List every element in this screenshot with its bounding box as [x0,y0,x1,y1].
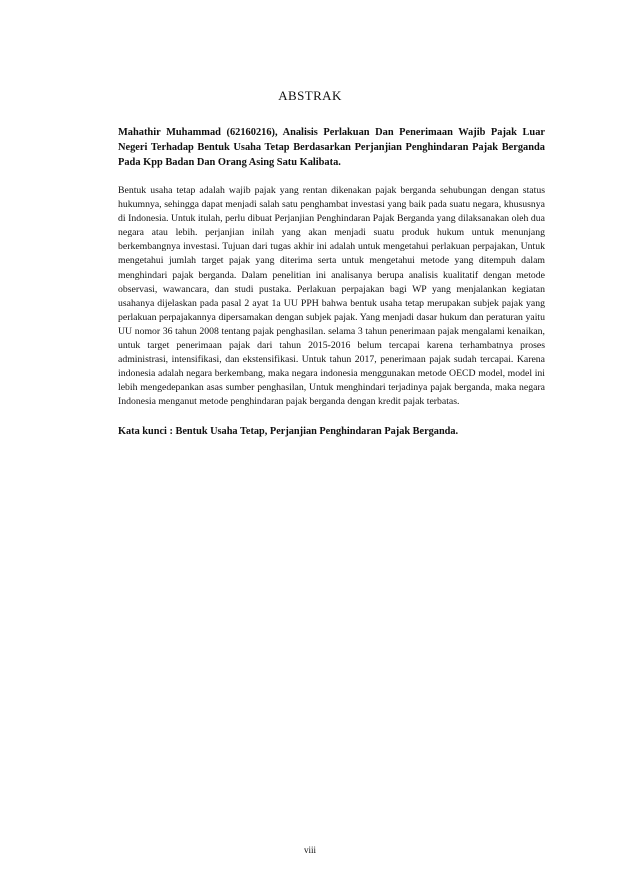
page-title: ABSTRAK [278,88,342,103]
keywords: Kata kunci : Bentuk Usaha Tetap, Perjanjian Penghindaran Pajak Berganda. [118,425,459,437]
abstract-body [118,125,545,439]
abstract-paragraph: Bentuk usaha tetap adalah wajib pajak yang rentan dikenakan pajak berganda sehubungan dengan status hukumnya, sehingga dapat menjadi salah satu penghambat investasi yang baik pada suatu negara, khususnya di Indonesia. Untuk itulah, perlu dibuat Perjanjian Penghindaran Pajak Berganda yang dilaksanakan oleh dua negara atau lebih. perjanjian inilah yang akan menjadi suatu produk hukum untuk menunjang berkembangnya investasi. Tujuan dari tugas akhir ini adalah untuk mengetahui perlakuan perpajakan, Untuk mengetahui jumlah target pajak yang diterima serta untuk mengetahui metode yang ditempuh dalam menghindari pajak berganda. Dalam penelitian ini analisanya berupa analisis kualitatif dengan metode observasi, wawancara, dan studi pustaka. Perlakuan perpajakan bagi WP yang menjalankan kegiatan usahanya dijelaskan pada pasal 2 ayat 1a UU PPH bahwa bentuk usaha tetap merupakan subjek pajak yang perlakuan perpajakannya dipersamakan dengan subjek pajak. Yang menjadi dasar hukum dan peraturan yaitu UU nomor 36 tahun 2008 tentang pajak penghasilan. selama 3 tahun penerimaan pajak mengalami kenaikan, untuk target penerimaan pajak dari tahun 2015-2016 belum tercapai karena terhambatnya proses administrasi, intensifikasi, dan ekstensifikasi. Untuk tahun 2017, penerimaan pajak sudah tercapai. Karena indonesia adalah negara berkembang, maka negara indonesia menggunakan metode OECD model, model ini lebih mengedepankan asas sumber penghasilan, Untuk menghindari terjadinya pajak berganda, maka negara Indonesia menganut metode penghindaran pajak berganda dengan kredit pajak terbatas. [118,185,545,408]
abstract-heading: Mahathir Muhammad (62160216), Analisis Perlakuan Dan Penerimaan Wajib Pajak Luar Negeri Terhadap Bentuk Usaha Tetap Berdasarkan Perjanjian Penghindaran Pajak Berganda Pada Kpp Badan Dan Orang Asing Satu Kalibata. [118,127,545,168]
page-number: viii [303,845,316,855]
